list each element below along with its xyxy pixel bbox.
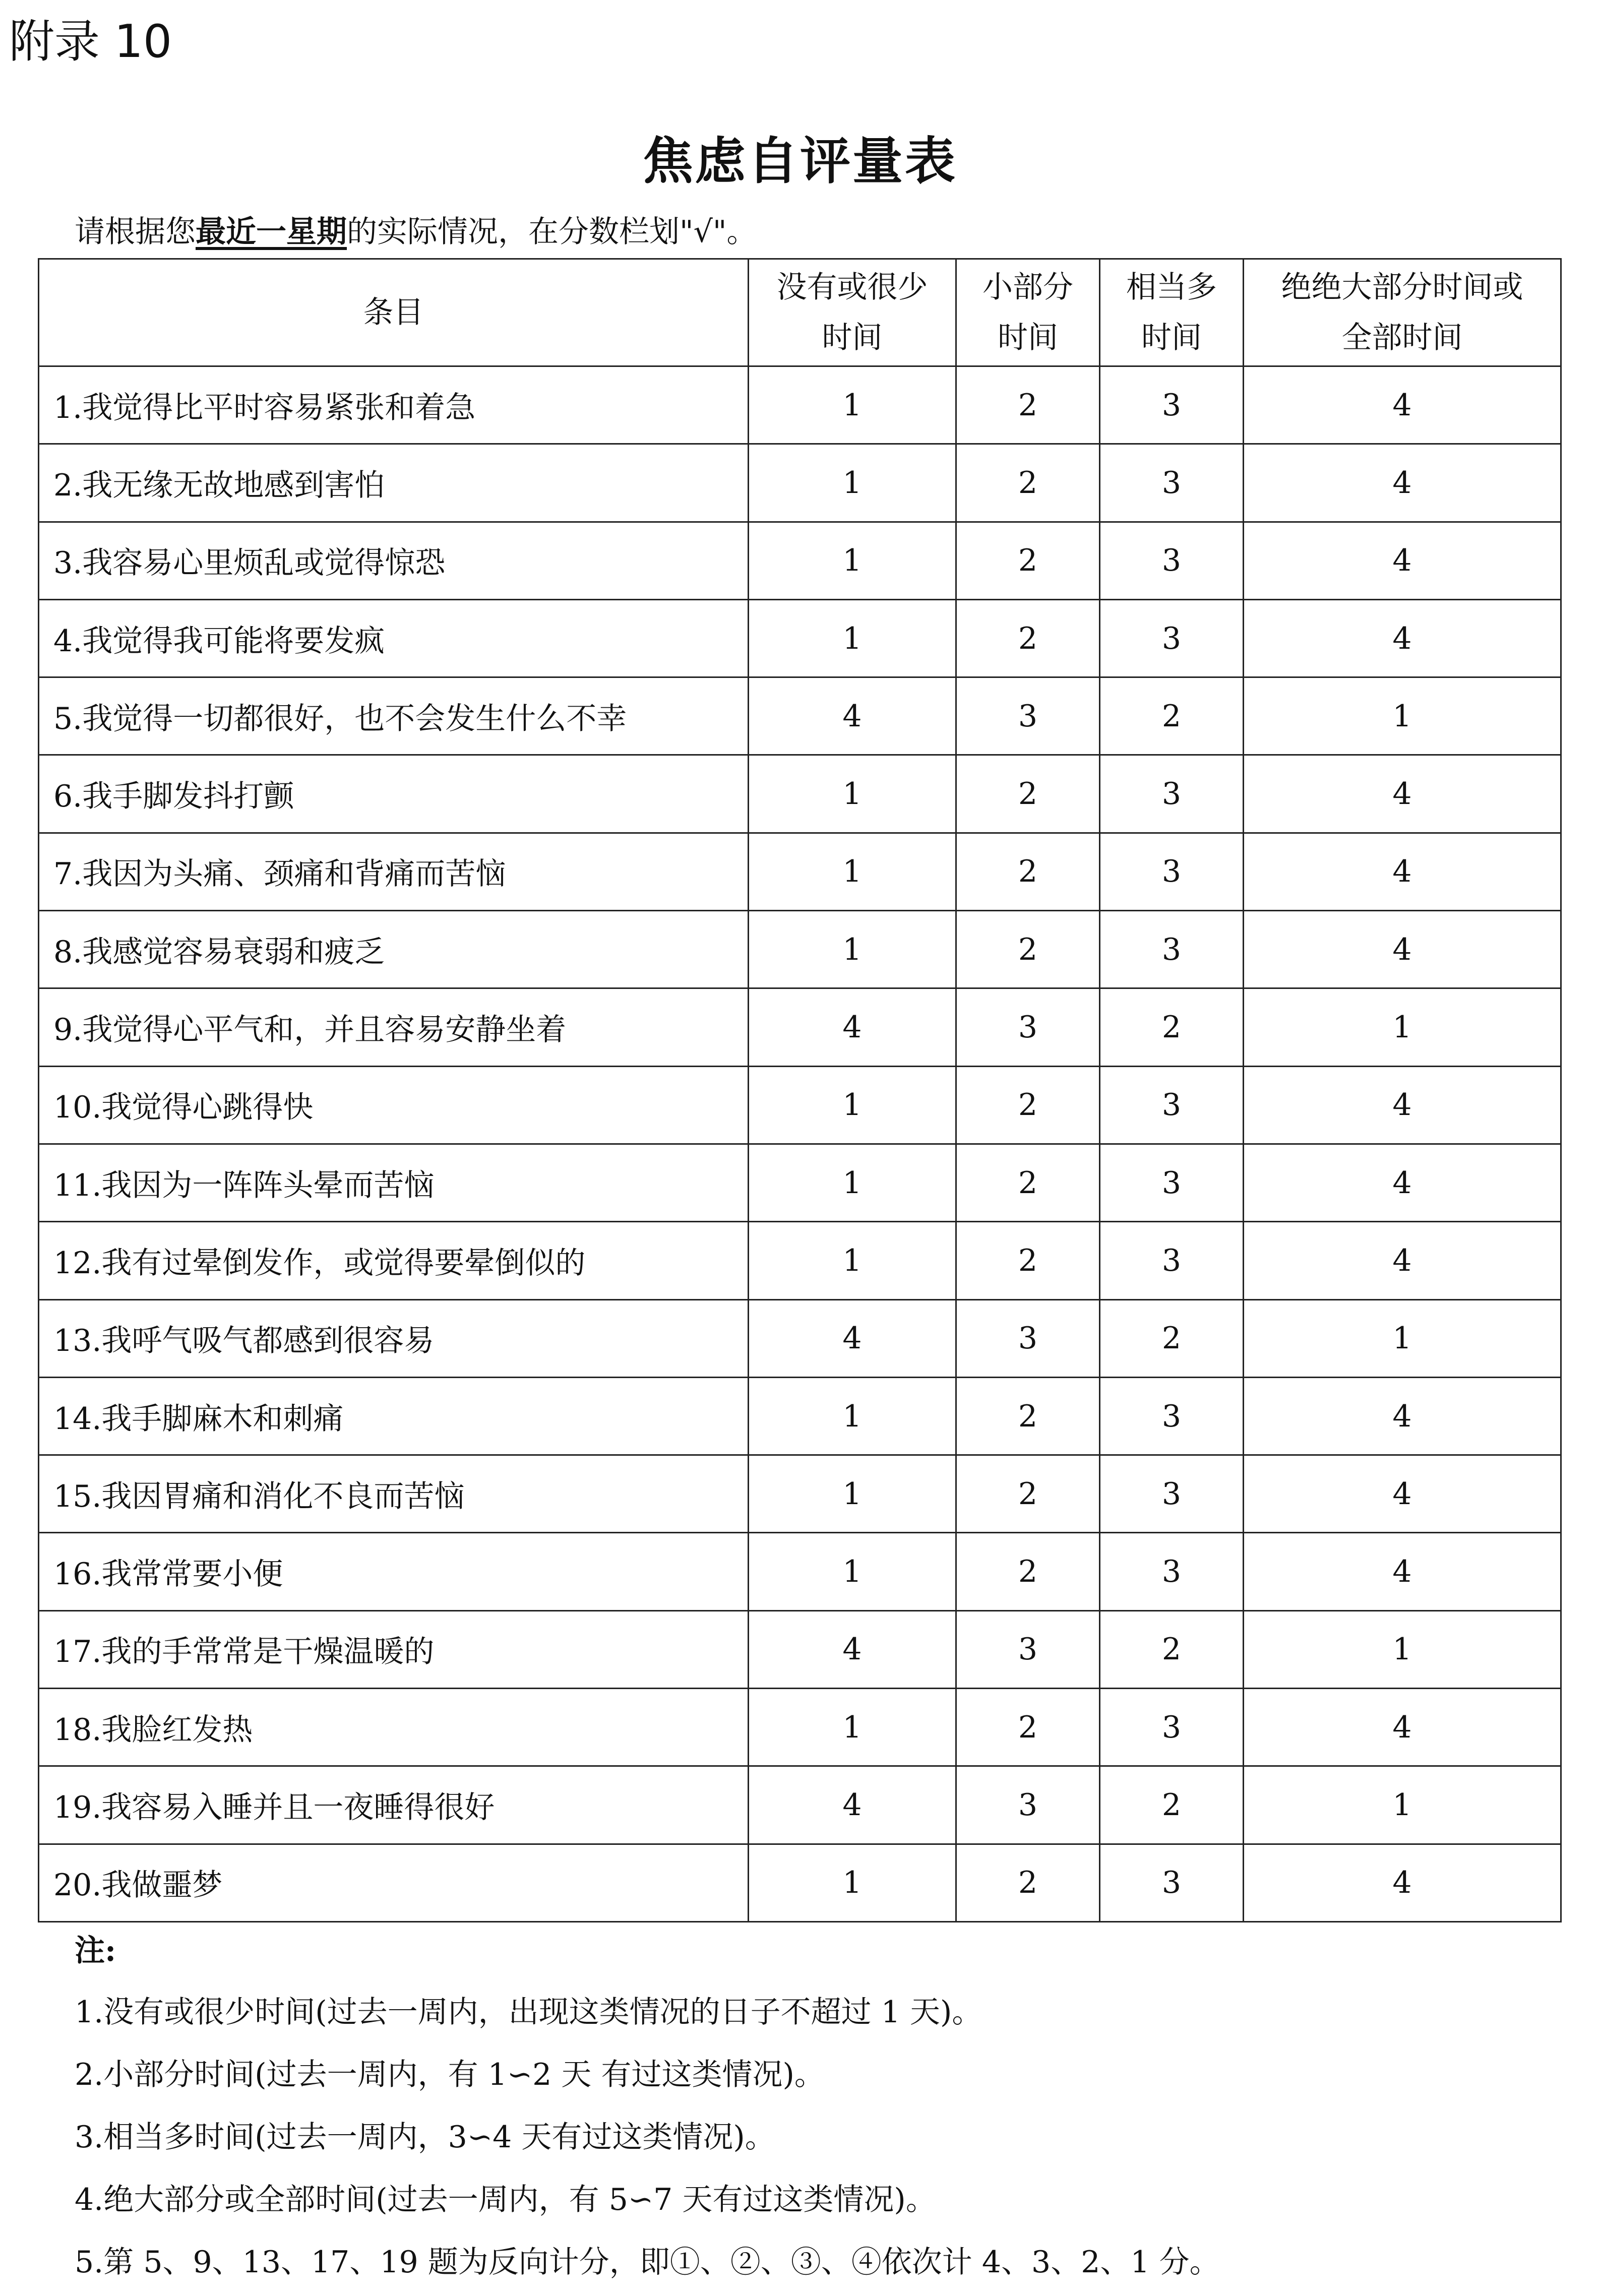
score-cell[interactable]: 3	[1100, 1377, 1244, 1455]
item-text: 4.我觉得我可能将要发疯	[39, 599, 749, 677]
item-text: 14.我手脚麻木和刺痛	[39, 1377, 749, 1455]
table-header-row	[39, 259, 1561, 366]
score-cell[interactable]: 4	[1244, 833, 1561, 910]
header-col-some	[956, 259, 1100, 366]
score-cell[interactable]: 1	[749, 522, 956, 599]
score-cell[interactable]: 1	[749, 1144, 956, 1221]
score-cell[interactable]: 4	[749, 1766, 956, 1844]
score-cell[interactable]: 2	[956, 522, 1100, 599]
score-cell[interactable]: 3	[1100, 366, 1244, 444]
score-cell[interactable]: 4	[749, 677, 956, 755]
table-row	[39, 444, 1561, 522]
header-col-some-line1: 小部分	[982, 270, 1073, 305]
score-cell[interactable]: 1	[749, 1377, 956, 1455]
score-cell[interactable]: 1	[1244, 1610, 1561, 1688]
table-row	[39, 988, 1561, 1066]
score-cell[interactable]: 2	[956, 444, 1100, 522]
score-cell[interactable]: 4	[1244, 1144, 1561, 1221]
header-col-often	[1100, 259, 1244, 366]
header-col-most-line1: 绝绝大部分时间或	[1281, 270, 1523, 305]
table-row	[39, 1066, 1561, 1144]
score-cell[interactable]: 3	[1100, 1066, 1244, 1144]
score-cell[interactable]: 1	[1244, 677, 1561, 755]
instruction-suffix: 的实际情况，在分数栏划"√"。	[347, 214, 757, 250]
table-row	[39, 1844, 1561, 1921]
item-text: 9.我觉得心平气和，并且容易安静坐着	[39, 988, 749, 1066]
table-row	[39, 911, 1561, 988]
table-row	[39, 833, 1561, 910]
score-cell[interactable]: 2	[956, 366, 1100, 444]
note-item-2: 2.小部分时间(过去一周内，有 1∽2 天 有过这类情况)。	[75, 2057, 825, 2092]
score-cell[interactable]: 2	[956, 599, 1100, 677]
score-cell[interactable]: 3	[1100, 1689, 1244, 1766]
item-text: 13.我呼气吸气都感到很容易	[39, 1299, 749, 1377]
item-text: 6.我手脚发抖打颤	[39, 755, 749, 833]
score-cell[interactable]: 1	[749, 444, 956, 522]
table-row	[39, 677, 1561, 755]
score-cell[interactable]: 3	[1100, 599, 1244, 677]
item-text: 11.我因为一阵阵头晕而苦恼	[39, 1144, 749, 1221]
score-cell[interactable]: 3	[1100, 522, 1244, 599]
score-cell[interactable]: 1	[749, 599, 956, 677]
header-col-most-line2: 全部时间	[1341, 320, 1463, 355]
score-cell[interactable]: 4	[1244, 1844, 1561, 1921]
score-cell[interactable]: 4	[1244, 599, 1561, 677]
score-cell[interactable]: 2	[1100, 1766, 1244, 1844]
header-col-often-line2: 时间	[1141, 320, 1202, 355]
score-cell[interactable]: 1	[749, 833, 956, 910]
score-cell[interactable]: 4	[1244, 911, 1561, 988]
score-cell[interactable]: 1	[749, 911, 956, 988]
note-item-3: 3.相当多时间(过去一周内，3∽4 天有过这类情况)。	[75, 2120, 775, 2155]
item-text: 19.我容易入睡并且一夜睡得很好	[39, 1766, 749, 1844]
score-cell[interactable]: 1	[749, 1844, 956, 1921]
score-cell[interactable]: 1	[1244, 1299, 1561, 1377]
score-cell[interactable]: 4	[1244, 366, 1561, 444]
score-cell[interactable]: 4	[1244, 1689, 1561, 1766]
note-item-1: 1.没有或很少时间(过去一周内，出现这类情况的日子不超过 1 天)。	[75, 1995, 982, 2030]
score-cell[interactable]: 3	[956, 1299, 1100, 1377]
score-cell[interactable]: 2	[956, 911, 1100, 988]
header-col-some-line2: 时间	[998, 320, 1058, 355]
note-item-5: 5.第 5、9、13、17、19 题为反向计分，即①、②、③、④依次计 4、3、2、1 分。	[75, 2245, 1220, 2280]
score-cell[interactable]: 4	[1244, 1533, 1561, 1610]
item-text: 10.我觉得心跳得快	[39, 1066, 749, 1144]
item-text: 16.我常常要小便	[39, 1533, 749, 1610]
score-cell[interactable]: 1	[749, 755, 956, 833]
score-cell[interactable]: 1	[749, 1533, 956, 1610]
header-col-none-line1: 没有或很少	[776, 270, 928, 305]
score-cell[interactable]: 2	[956, 1455, 1100, 1533]
item-text: 5.我觉得一切都很好，也不会发生什么不幸	[39, 677, 749, 755]
item-text: 2.我无缘无故地感到害怕	[39, 444, 749, 522]
table-row	[39, 1455, 1561, 1533]
score-cell[interactable]: 1	[749, 1455, 956, 1533]
header-col-none	[749, 259, 956, 366]
item-text: 17.我的手常常是干燥温暖的	[39, 1610, 749, 1688]
item-text: 8.我感觉容易衰弱和疲乏	[39, 911, 749, 988]
score-cell[interactable]: 3	[1100, 1455, 1244, 1533]
score-cell[interactable]: 3	[1100, 1144, 1244, 1221]
score-cell[interactable]: 4	[1244, 1455, 1561, 1533]
score-cell[interactable]: 3	[1100, 1533, 1244, 1610]
score-cell[interactable]: 3	[1100, 1844, 1244, 1921]
score-cell[interactable]: 4	[749, 1299, 956, 1377]
score-cell[interactable]: 3	[1100, 755, 1244, 833]
score-cell[interactable]: 2	[956, 1377, 1100, 1455]
header-item-label: 条目	[363, 295, 424, 330]
score-cell[interactable]: 2	[1100, 1610, 1244, 1688]
score-cell[interactable]: 2	[956, 1533, 1100, 1610]
score-cell[interactable]: 3	[956, 988, 1100, 1066]
score-cell[interactable]: 3	[1100, 911, 1244, 988]
table-row	[39, 1144, 1561, 1221]
table-row	[39, 1377, 1561, 1455]
table-row	[39, 1533, 1561, 1610]
item-text: 20.我做噩梦	[39, 1844, 749, 1921]
score-cell[interactable]: 1	[749, 1689, 956, 1766]
item-text: 3.我容易心里烦乱或觉得惊恐	[39, 522, 749, 599]
appendix-label: 附录 10	[9, 15, 172, 68]
instruction-text	[75, 209, 757, 255]
page-title: 焦虑自评量表	[643, 132, 957, 191]
score-cell[interactable]: 4	[749, 1610, 956, 1688]
score-cell[interactable]: 3	[1100, 833, 1244, 910]
score-cell[interactable]: 3	[956, 677, 1100, 755]
header-col-most	[1244, 259, 1561, 366]
score-cell[interactable]: 2	[956, 1689, 1100, 1766]
table-body	[39, 366, 1561, 1922]
table-row	[39, 1610, 1561, 1688]
score-cell[interactable]: 2	[956, 1144, 1100, 1221]
item-text: 18.我脸红发热	[39, 1689, 749, 1766]
score-cell[interactable]: 2	[1100, 988, 1244, 1066]
score-cell[interactable]: 3	[1100, 1222, 1244, 1299]
score-cell[interactable]: 3	[1100, 444, 1244, 522]
score-cell[interactable]: 4	[1244, 755, 1561, 833]
header-item	[39, 259, 749, 366]
note-item-4: 4.绝大部分或全部时间(过去一周内，有 5∽7 天有过这类情况)。	[75, 2182, 936, 2217]
table-row	[39, 755, 1561, 833]
table-row	[39, 1766, 1561, 1844]
table-row	[39, 599, 1561, 677]
score-cell[interactable]: 2	[956, 1844, 1100, 1921]
score-cell[interactable]: 4	[1244, 1222, 1561, 1299]
score-cell[interactable]: 2	[956, 1066, 1100, 1144]
item-text: 12.我有过晕倒发作，或觉得要晕倒似的	[39, 1222, 749, 1299]
table-row	[39, 1689, 1561, 1766]
score-cell[interactable]: 4	[1244, 1377, 1561, 1455]
score-cell[interactable]: 2	[956, 1222, 1100, 1299]
table-row	[39, 522, 1561, 599]
score-cell[interactable]: 1	[749, 366, 956, 444]
score-cell[interactable]: 2	[1100, 677, 1244, 755]
score-cell[interactable]: 4	[749, 988, 956, 1066]
notes-heading: 注:	[75, 1933, 116, 1968]
table-row	[39, 1222, 1561, 1299]
score-cell[interactable]: 1	[1244, 1766, 1561, 1844]
table-row	[39, 366, 1561, 444]
score-cell[interactable]: 3	[956, 1766, 1100, 1844]
score-cell[interactable]: 4	[1244, 1066, 1561, 1144]
instruction-prefix: 请根据您	[75, 214, 196, 250]
instruction-emphasis: 最近一星期	[196, 214, 347, 250]
header-col-none-line2: 时间	[822, 320, 883, 355]
rating-table	[38, 258, 1562, 1922]
item-text: 7.我因为头痛、颈痛和背痛而苦恼	[39, 833, 749, 910]
score-cell[interactable]: 1	[749, 1222, 956, 1299]
table-row	[39, 1299, 1561, 1377]
item-text: 1.我觉得比平时容易紧张和着急	[39, 366, 749, 444]
score-cell[interactable]: 3	[956, 1610, 1100, 1688]
header-col-often-line1: 相当多	[1126, 270, 1217, 305]
score-cell[interactable]: 4	[1244, 522, 1561, 599]
notes-section	[75, 1926, 1220, 2293]
score-cell[interactable]: 1	[1244, 988, 1561, 1066]
score-cell[interactable]: 2	[956, 755, 1100, 833]
score-cell[interactable]: 2	[1100, 1299, 1244, 1377]
score-cell[interactable]: 4	[1244, 444, 1561, 522]
score-cell[interactable]: 1	[749, 1066, 956, 1144]
score-cell[interactable]: 2	[956, 833, 1100, 910]
item-text: 15.我因胃痛和消化不良而苦恼	[39, 1455, 749, 1533]
